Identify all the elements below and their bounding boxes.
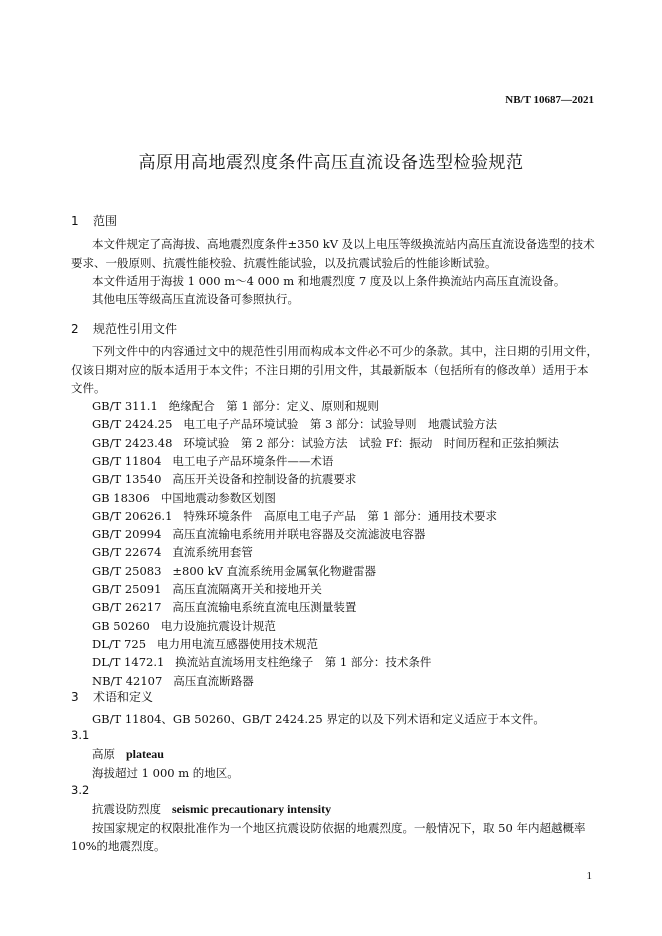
section-title: 规范性引用文件 bbox=[93, 322, 178, 336]
reference-title: 换流站直流场用支柱绝缘子 第 1 部分：技术条件 bbox=[175, 655, 432, 670]
sec1-para1-line2: 要求、一般原则、抗震性能校验、抗震性能试验，以及抗震试验后的性能诊断试验。 bbox=[71, 256, 497, 270]
reference-item bbox=[92, 416, 497, 432]
reference-title: 特殊环境条件 高原电工电子产品 第 1 部分：通用技术要求 bbox=[183, 508, 497, 523]
reference-code: GB/T 2424.25 bbox=[92, 417, 173, 432]
reference-title: 电工电子产品环境条件——术语 bbox=[172, 453, 334, 468]
reference-title: 环境试验 第 2 部分：试验方法 试验 Ff：振动 时间历程和正弦拍频法 bbox=[183, 435, 559, 450]
reference-title: ±800 kV 直流系统用金属氧化物避雷器 bbox=[172, 563, 377, 578]
reference-item bbox=[92, 471, 356, 487]
reference-item bbox=[92, 398, 379, 414]
section-number: 3 bbox=[71, 690, 79, 704]
section-number: 2 bbox=[71, 322, 79, 336]
reference-code: GB/T 13540 bbox=[92, 472, 162, 487]
document-title: 高原用高地震烈度条件高压直流设备选型检验规范 bbox=[138, 153, 524, 173]
reference-item bbox=[92, 435, 559, 451]
reference-code: DL/T 725 bbox=[92, 636, 147, 651]
sec1-para2: 本文件适用于海拔 1 000 m～4 000 m 和地震烈度 7 度及以上条件换流站内高压直流设备。 bbox=[92, 274, 566, 288]
reference-title: 绝缘配合 第 1 部分：定义、原则和规则 bbox=[168, 399, 379, 413]
term-english: seismic precautionary intensity bbox=[171, 802, 332, 816]
reference-code: DL/T 1472.1 bbox=[92, 655, 165, 670]
reference-title: 高压直流断路器 bbox=[173, 673, 254, 688]
reference-title: 直流系统用套管 bbox=[172, 545, 253, 560]
term-3-2 bbox=[92, 801, 331, 817]
reference-item bbox=[92, 599, 356, 615]
reference-code: NB/T 42107 bbox=[92, 673, 163, 688]
sec3-para1: GB/T 11804、GB 50260、GB/T 2424.25 界定的以及下列术语和定义适应于本文件。 bbox=[92, 712, 545, 726]
reference-item bbox=[92, 654, 431, 670]
term-3-2-number: 3.2 bbox=[71, 783, 90, 797]
section-title: 术语和定义 bbox=[93, 690, 154, 704]
reference-code: GB 50260 bbox=[92, 618, 150, 633]
standard-number: NB/T 10687—2021 bbox=[505, 94, 594, 106]
section-2-heading bbox=[71, 320, 177, 337]
reference-title: 电工电子产品环境试验 第 3 部分：试验导则 地震试验方法 bbox=[183, 417, 497, 432]
section-1-heading bbox=[71, 212, 117, 229]
reference-item bbox=[92, 581, 322, 597]
term-3-1-number: 3.1 bbox=[71, 728, 90, 742]
reference-title: 高压直流隔离开关和接地开关 bbox=[172, 582, 322, 596]
sec2-para1-line3: 文件。 bbox=[71, 381, 106, 395]
reference-title: 高压开关设备和控制设备的抗震要求 bbox=[172, 472, 357, 487]
reference-title: 中国地震动参数区划图 bbox=[160, 490, 276, 505]
reference-code: GB/T 311.1 bbox=[92, 399, 158, 413]
reference-code: GB 18306 bbox=[92, 490, 150, 505]
reference-title: 高压直流输电系统用并联电容器及交流滤波电容器 bbox=[172, 527, 426, 542]
sec1-para3: 其他电压等级高压直流设备可参照执行。 bbox=[92, 292, 299, 306]
term-3-1 bbox=[92, 746, 164, 762]
reference-item bbox=[92, 453, 333, 469]
page-number: 1 bbox=[586, 870, 592, 882]
reference-title: 高压直流输电系统直流电压测量装置 bbox=[172, 600, 357, 615]
term-3-1-definition: 海拔超过 1 000 m 的地区。 bbox=[92, 766, 239, 780]
reference-item bbox=[92, 636, 318, 652]
reference-code: GB/T 2423.48 bbox=[92, 435, 173, 450]
term-3-2-definition-line1: 按国家规定的权限批准作为一个地区抗震设防依据的地震烈度。一般情况下，取 50 年内超越概率 bbox=[92, 821, 586, 835]
section-title: 范围 bbox=[93, 214, 118, 228]
reference-item bbox=[92, 544, 253, 560]
sec2-para1-line2: 仅该日期对应的版本适用于本文件；不注日期的引用文件，其最新版本（包括所有的修改单）适用于本 bbox=[71, 363, 589, 377]
term-chinese: 高原 bbox=[92, 747, 115, 761]
reference-code: GB/T 25091 bbox=[92, 582, 162, 596]
section-number: 1 bbox=[71, 214, 79, 228]
reference-code: GB/T 11804 bbox=[92, 453, 162, 468]
term-chinese: 抗震设防烈度 bbox=[92, 802, 161, 816]
reference-item bbox=[92, 673, 254, 689]
term-3-2-definition-line2: 10%的地震烈度。 bbox=[71, 839, 166, 853]
reference-code: GB/T 20626.1 bbox=[92, 508, 173, 523]
reference-item bbox=[92, 508, 497, 524]
reference-title: 电力用电流互感器使用技术规范 bbox=[156, 636, 318, 651]
reference-code: GB/T 22674 bbox=[92, 545, 162, 560]
reference-title: 电力设施抗震设计规范 bbox=[160, 618, 276, 633]
section-3-heading bbox=[71, 688, 153, 705]
reference-item bbox=[92, 618, 276, 634]
sec2-para1-line1: 下列文件中的内容通过文中的规范性引用而构成本文件必不可少的条款。其中，注日期的引用文件， bbox=[92, 344, 598, 358]
reference-item bbox=[92, 563, 376, 579]
reference-code: GB/T 20994 bbox=[92, 527, 162, 542]
reference-code: GB/T 26217 bbox=[92, 600, 162, 615]
reference-item bbox=[92, 526, 425, 542]
term-english: plateau bbox=[125, 747, 164, 761]
reference-code: GB/T 25083 bbox=[92, 563, 162, 578]
reference-item bbox=[92, 490, 276, 506]
sec1-para1-line1: 本文件规定了高海拔、高地震烈度条件±350 kV 及以上电压等级换流站内高压直流设备选型的技术 bbox=[92, 237, 595, 251]
